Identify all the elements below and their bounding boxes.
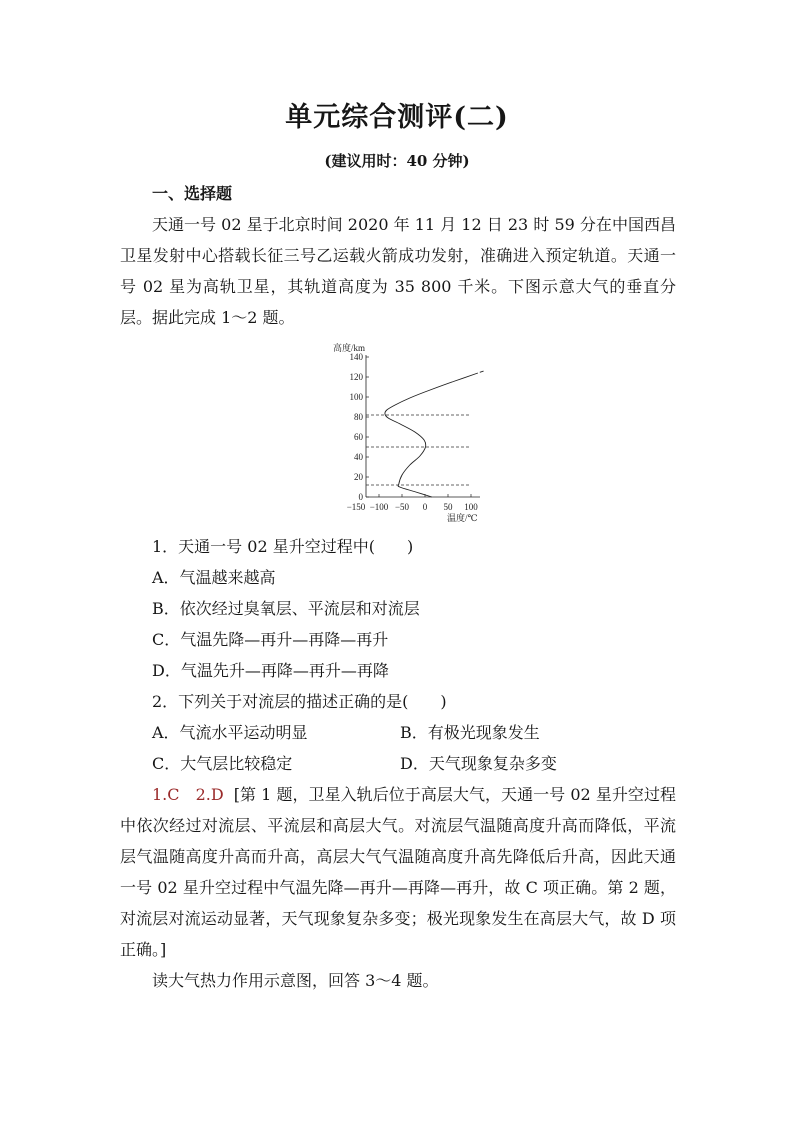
- answer-key: 1.C 2.D: [152, 785, 224, 804]
- atmosphere-chart: [320, 335, 500, 531]
- temperature-curve: [385, 373, 478, 497]
- y-tick-label: 80: [354, 412, 363, 422]
- x-tick-label: −100: [369, 502, 389, 512]
- y-tick-label: 60: [354, 432, 363, 442]
- option-d: D．气温先升—再降—再升—再降: [152, 661, 389, 680]
- option-a: A．气流水平运动明显: [152, 723, 308, 742]
- option-d: D．天气现象复杂多变: [400, 754, 557, 773]
- section-heading: 一、选择题: [152, 184, 233, 203]
- x-tick-label: 50: [443, 502, 453, 512]
- x-tick-label: 100: [464, 502, 478, 512]
- y-tick-label: 0: [358, 492, 363, 502]
- x-tick-label: 0: [422, 502, 428, 512]
- y-tick-label: 20: [354, 472, 363, 482]
- suggested-time: (建议用时：40 分钟): [324, 152, 470, 170]
- curve-continuation-dash: [480, 371, 484, 372]
- next-prompt: 读大气热力作用示意图，回答 3～4 题。: [152, 971, 439, 990]
- y-tick-label: 140: [349, 352, 363, 362]
- option-c: C．气温先降—再升—再降—再升: [152, 630, 389, 649]
- option-b: B．有极光现象发生: [400, 723, 540, 742]
- option-b: B．依次经过臭氧层、平流层和对流层: [152, 599, 420, 618]
- option-row: [120, 748, 676, 779]
- intro-paragraph: 天通一号 02 星于北京时间 2020 年 11 月 12 日 23 时 59 分在中国西昌卫星发射中心搭载长征三号乙运载火箭成功发射，准确进入预定轨道。天通一号 02 星为高轨卫星，其轨道高度为 35 800 千米。下图示意大气的垂直分层。据此完成 1～2 题。: [120, 215, 676, 327]
- x-tick-label: −150: [346, 502, 366, 512]
- question-stem: 1．天通一号 02 星升空过程中( ): [152, 537, 414, 556]
- question-1: [120, 531, 676, 686]
- page-title: 单元综合测评(二): [285, 102, 509, 133]
- y-tick-label: 120: [349, 372, 363, 382]
- x-axis-label: 温度/℃: [447, 513, 478, 523]
- figure-container: [120, 333, 676, 531]
- exam-content: [120, 178, 676, 996]
- question-2: [120, 686, 676, 779]
- option-row: [120, 717, 676, 748]
- y-tick-label: 40: [354, 452, 363, 462]
- y-axis-label: 高度/km: [333, 343, 366, 353]
- answer-paragraph: [120, 779, 676, 965]
- x-tick-label: −50: [394, 502, 410, 512]
- answer-explanation: [第 1 题，卫星入轨后位于高层大气，天通一号 02 星升空过程中依次经过对流层、平流层和高层大气。对流层气温随高度升高而降低，平流层气温随高度升高而升高，高层大气气温随高度升高先降低后升高，因此天通一号 02 星升空过程中气温先降—再升—再降—再升，故 C 项正确。第 2 题，对流层对流运动显著，天气现象复杂多变；极光现象发生在高层大气，故 D 项正确。]: [120, 785, 676, 959]
- option-c: C．大气层比较稳定: [152, 754, 293, 773]
- option-a: A．气温越来越高: [152, 568, 276, 587]
- y-tick-label: 100: [349, 392, 363, 402]
- question-stem: 2．下列关于对流层的描述正确的是( ): [152, 692, 447, 711]
